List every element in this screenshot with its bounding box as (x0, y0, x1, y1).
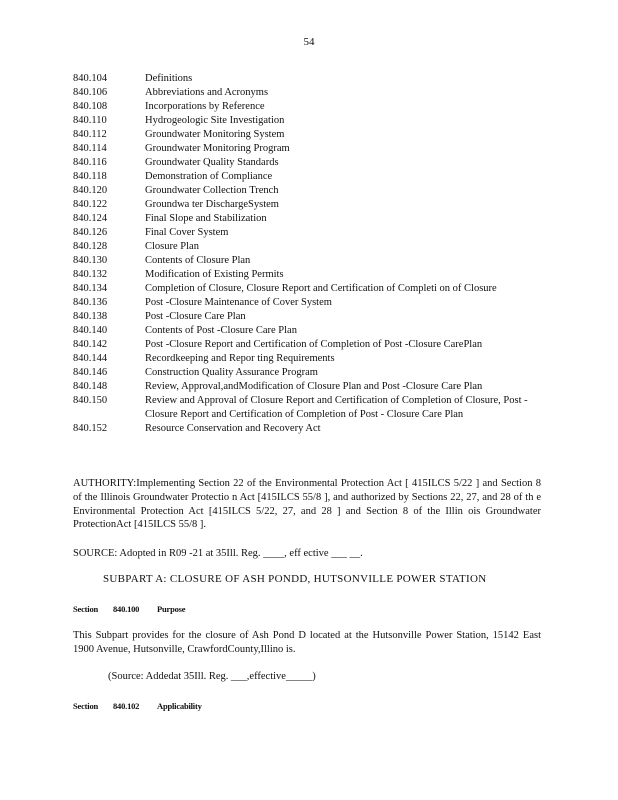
page-number: 54 (303, 36, 315, 48)
toc-section-number: 840.142 (73, 339, 108, 350)
toc-section-title: Abbreviations and Acronyms (145, 87, 269, 98)
toc-section-title: Groundwater Monitoring Program (145, 143, 290, 154)
toc-section-number: 840.148 (73, 381, 108, 392)
source-paragraph: SOURCE: Adopted in R09 -21 at 35Ill. Reg. ____, eff ective ___ __. (73, 548, 363, 559)
toc-row (73, 240, 543, 254)
toc-row (73, 366, 543, 380)
section-word: Section (73, 604, 99, 614)
toc-section-number: 840.152 (73, 423, 108, 434)
toc-section-title: Post -Closure Maintenance of Cover System (145, 297, 332, 308)
toc-section-title: Review and Approval of Closure Report and Certification of Completion of Closure, Post - Closure Report and Certification of Completion of Post - Closure Care Plan (145, 395, 528, 420)
toc-section-title: Hydrogeologic Site Investigation (145, 115, 285, 126)
toc-section-number: 840.150 (73, 395, 108, 406)
toc-row (73, 128, 543, 142)
toc-section-title: Groundwater Quality Standards (145, 157, 279, 168)
toc-section-number: 840.124 (73, 213, 108, 224)
toc-row (73, 142, 543, 156)
toc-row (73, 114, 543, 128)
section-heading-purpose (73, 604, 185, 614)
toc-section-number: 840.134 (73, 283, 108, 294)
toc-section-number: 840.144 (73, 353, 108, 364)
toc-row (73, 310, 543, 324)
toc-section-title: Groundwa ter DischargeSystem (145, 199, 279, 210)
table-of-contents (73, 72, 543, 436)
section-number: 840.100 (113, 604, 140, 614)
toc-section-number: 840.112 (73, 129, 107, 140)
toc-section-number: 840.116 (73, 157, 107, 168)
toc-section-number: 840.104 (73, 73, 108, 84)
toc-section-number: 840.138 (73, 311, 108, 322)
toc-section-number: 840.114 (73, 143, 107, 154)
purpose-paragraph: This Subpart provides for the closure of Ash Pond D located at the Hutsonville Power Station, 15142 East 1900 Avenue, Hutsonville, CrawfordCounty,Illino is. (73, 630, 541, 655)
toc-row (73, 254, 543, 268)
toc-section-number: 840.136 (73, 297, 108, 308)
toc-section-title: Incorporations by Reference (145, 101, 265, 112)
section-heading-applicability (73, 701, 202, 711)
toc-section-number: 840.122 (73, 199, 108, 210)
toc-row (73, 394, 543, 422)
toc-section-number: 840.108 (73, 101, 108, 112)
toc-section-number: 840.140 (73, 325, 108, 336)
toc-section-number: 840.146 (73, 367, 108, 378)
toc-section-title: Contents of Post -Closure Care Plan (145, 325, 297, 336)
toc-section-number: 840.132 (73, 269, 108, 280)
toc-section-number: 840.128 (73, 241, 108, 252)
toc-section-title: Modification of Existing Permits (145, 269, 284, 280)
section-word: Section (73, 701, 99, 711)
toc-section-title: Groundwater Collection Trench (145, 185, 279, 196)
toc-section-title: Post -Closure Report and Certification of Completion of Post -Closure CarePlan (145, 339, 483, 350)
toc-section-title: Recordkeeping and Repor ting Requirements (145, 353, 335, 364)
toc-section-title: Closure Plan (145, 241, 199, 252)
toc-row (73, 212, 543, 226)
toc-section-number: 840.110 (73, 115, 107, 126)
toc-row (73, 296, 543, 310)
authority-paragraph: AUTHORITY:Implementing Section 22 of the Environmental Protection Act [ 415ILCS 5/22 ] and Section 8 of the Illinois Groundwater Protectio n Act [415ILCS 55/8 ], and authorized by Sections 22, 27, and 28 of th e Environmental Protection Act [415ILCS 5/22, 27, and 28 ] and Section 8 of the Illin ois Groundwater ProtectionAct [415ILCS 55/8 ]. (73, 478, 541, 531)
subpart-heading: SUBPART A: CLOSURE OF ASH PONDD, HUTSONVILLE POWER STATION (103, 573, 487, 585)
toc-row (73, 282, 543, 296)
toc-row (73, 100, 543, 114)
source-note: (Source: Addedat 35Ill. Reg. ___,effective_____) (108, 671, 316, 682)
toc-section-number: 840.130 (73, 255, 108, 266)
toc-row (73, 184, 543, 198)
toc-section-title: Final Cover System (145, 227, 229, 238)
toc-row (73, 226, 543, 240)
toc-row (73, 324, 543, 338)
toc-row (73, 422, 543, 436)
toc-section-title: Demonstration of Compliance (145, 171, 273, 182)
toc-row (73, 380, 543, 394)
toc-section-title: Groundwater Monitoring System (145, 129, 285, 140)
toc-section-title: Construction Quality Assurance Program (145, 367, 318, 378)
toc-row (73, 170, 543, 184)
toc-section-title: Post -Closure Care Plan (145, 311, 246, 322)
toc-row (73, 86, 543, 100)
toc-row (73, 156, 543, 170)
toc-row (73, 268, 543, 282)
toc-section-title: Review, Approval,andModification of Closure Plan and Post -Closure Care Plan (145, 381, 483, 392)
toc-section-number: 840.126 (73, 227, 108, 238)
toc-section-title: Resource Conservation and Recovery Act (145, 423, 321, 434)
section-title: Applicability (157, 701, 202, 711)
toc-section-title: Definitions (145, 73, 193, 84)
toc-section-number: 840.118 (73, 171, 107, 182)
toc-row (73, 338, 543, 352)
toc-section-number: 840.106 (73, 87, 108, 98)
toc-section-title: Contents of Closure Plan (145, 255, 251, 266)
toc-row (73, 352, 543, 366)
toc-row (73, 198, 543, 212)
section-title: Purpose (157, 604, 186, 614)
toc-section-number: 840.120 (73, 185, 108, 196)
toc-section-title: Final Slope and Stabilization (145, 213, 267, 224)
section-number: 840.102 (113, 701, 140, 711)
toc-section-title: Completion of Closure, Closure Report and Certification of Completi on of Closure (145, 283, 497, 294)
toc-row (73, 72, 543, 86)
